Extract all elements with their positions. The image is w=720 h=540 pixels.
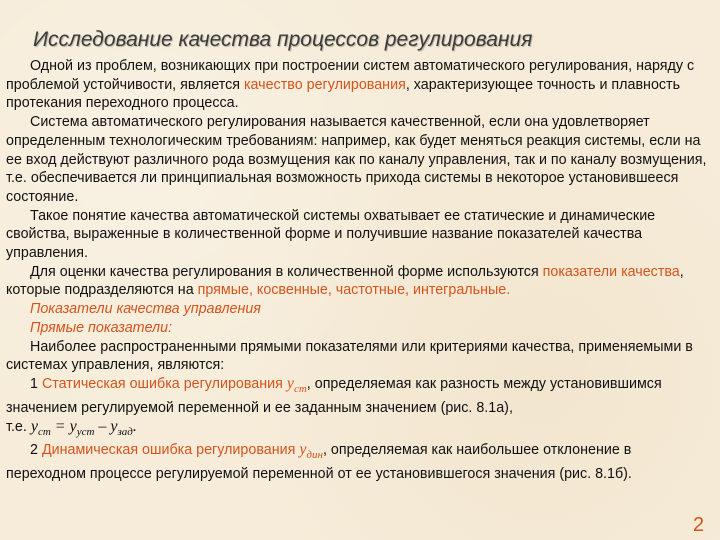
slide-body [6,57,714,484]
symbol: $y_{дин}$ [299,441,323,462]
formula: $y_{ст} = y_{уст} - y_{зад}$. [30,417,137,438]
highlight-term: Динамическая ошибка регулирования [41,442,300,459]
paragraph-5: Наиболее распространенными прямыми показателями или критериями качества, применяемыми в системах управления, являются: [6,338,693,374]
formula-line: т.е. $y_{ст} = y_{уст} - y_{зад}$. [6,417,137,438]
highlight-term: Статическая ошибка регулирования [41,375,287,392]
paragraph-3: Такое понятие качества автоматической системы охватывает ее статические и динамические свойства, выраженные в количественной форме и получившие название показателей качества управления. [6,207,656,262]
page-number: 2 [693,514,705,536]
list-item-2: 2 Динамическая ошибка регулирования $y_{дин}$, определяемая как наибольшее отклонение в переходном процессе регулируемой переменной от ее установившегося значения (рис. 8.1б). [6,441,632,483]
highlight-term: качество регулирования [243,76,406,93]
paragraph-2: Система автоматического регулирования называется качественной, если она удовлетворяет определенным технологическим требованиям: например, как будет меняться реакция системы, если на ее вход действуют различного рода возмущения как по каналу управления, так и по каналу возмущения, т.е. обеспечивается ли принципиальная возможность прихода системы в некоторое установившееся состояние. [6,114,707,205]
paragraph-4: Для оценки качества регулирования в количественной форме используются показатели качества, которые подразделяются на прямые, косвенные, частотные, интегральные. [6,263,684,299]
list-item-1: 1 Статическая ошибка регулирования $y_{ст}$, определяемая как разность между установившимся значением регулируемой переменной и ее заданным значением (рис. 8.1а), [6,374,662,416]
symbol: $y_{ст}$ [286,374,307,396]
highlight-term: прямые, косвенные, частотные, интегральные. [197,282,511,299]
paragraph-1: Одной из проблем, возникающих при построении систем автоматического регулирования, наряду с проблемой устойчивости, является качество регулирования, характеризующее точность и плавность протекания переходного процесса. [6,58,695,112]
slide-title: Исследование качества процессов регулирования [33,28,533,51]
section-heading: Показатели качества управления [30,301,261,318]
highlight-term: показатели качества [542,263,680,280]
subsection-heading: Прямые показатели: [30,319,173,336]
